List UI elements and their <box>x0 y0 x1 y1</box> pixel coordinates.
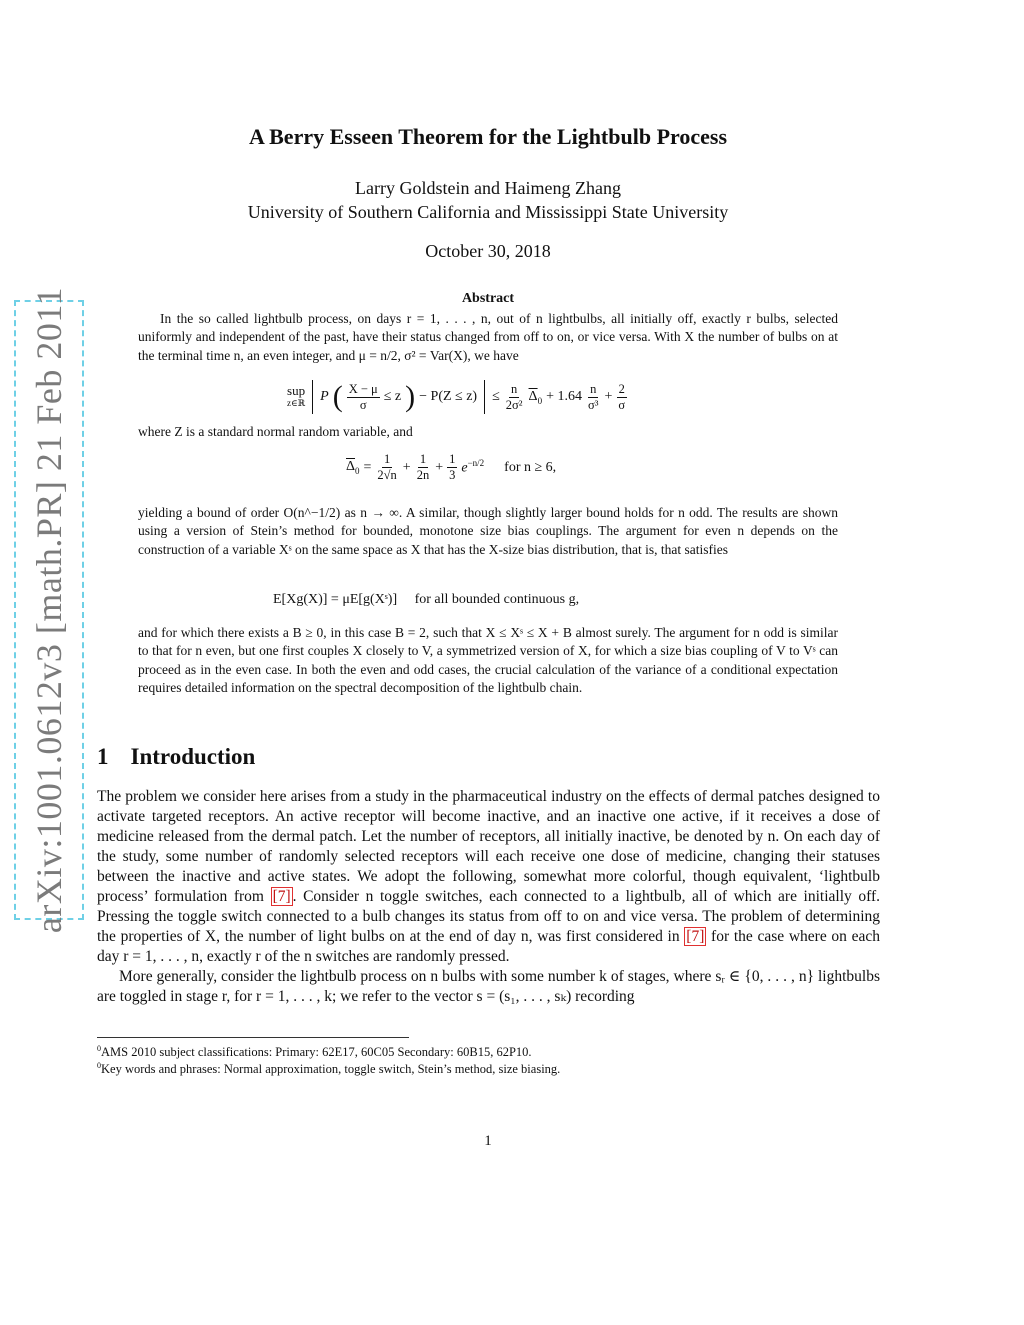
footnote-rule <box>97 1037 409 1038</box>
intro-paragraph-1: The problem we consider here arises from a study in the pharmaceutical industry on the effects of dermal patches designed to activate targeted receptors. An active receptor will become inactive, and an inactive one active, if it receives a dose of medicine released from the dermal patch. Let the number of receptors, all initially inactive, be denoted by n. On each day of the study, some number of randomly selected receptors will each receive one dose of medicine, changing their statuses between the inactive and active states. We adopt the following, somewhat more colorful, though equivalent, ‘lightbulb process’ formulation from [7] . Consider n toggle switches, each connected to a lightbulb, all of which are initially off. Pressing the toggle switch connected to a bulb changes its status from off to on and vice versa. The problem of determining the properties of X, the number of light bulbs on at the end of day n, was first considered in [7] for the case where on each day r = 1, . . . , n, exactly r of the n switches are randomly pressed. <box>97 788 881 965</box>
affiliation: University of Southern California and Mississippi State University <box>247 202 729 222</box>
section-number: 1 <box>97 744 109 769</box>
eq1-plus: + <box>604 389 613 404</box>
eq3-text: E[Xg(X)] = μE[g(Xˢ)] for all bounded continuous g, <box>273 592 580 607</box>
abstract-paragraph-2 <box>138 423 838 441</box>
eq1-p: P <box>320 389 329 404</box>
eq1-frac-n-2sigma2: $\frac{n}{\text{2σ²}}$ <box>505 381 523 412</box>
paren-right: ) <box>405 380 416 413</box>
sup-operator: sup z∈ℝ <box>287 383 306 408</box>
eq1-delta: $\overline{\Delta}_0$ <box>528 388 543 406</box>
abs-bar-left <box>312 380 313 414</box>
eq1-leq: ≤ <box>492 389 500 404</box>
eq2-frac-b: $\frac{1}{2n}$ <box>416 452 430 482</box>
abstract-paragraph-3 <box>138 504 838 559</box>
authors: Larry Goldstein and Haimeng Zhang <box>355 178 621 198</box>
intro-paragraph-2: More generally, consider the lightbulb process on n bulbs with some number k of stages, where sᵣ ∈ {0, . . . , n} lightbulbs are toggled in stage r, for r = 1, . . . , k; we refer to the vector s = (s₁, . . . , sₖ) recording <box>97 968 880 1005</box>
eq2-plus-1: + <box>402 459 411 475</box>
paren-left: ( <box>332 380 343 413</box>
equation-berry-esseen <box>287 380 627 414</box>
introduction-body <box>97 787 880 1007</box>
footnote-2: $^0$Key words and phrases: Normal approximation, toggle switch, Stein’s method, size biasing. <box>97 1061 561 1077</box>
arxiv-id: arXiv:1001.0612v3 [math.PR] 21 Feb 2011 <box>29 286 69 934</box>
eq1-frac-n-sigma3: $\frac{n}{\text{σ³}}$ <box>587 381 599 412</box>
abstract-paragraph-1 <box>138 310 838 365</box>
page-number: 1 <box>484 1133 492 1149</box>
eq2-condition: for n ≥ 6, <box>504 459 557 475</box>
citation-link-7a[interactable]: [7] <box>272 888 291 905</box>
eq2-plus-2: + <box>435 459 444 475</box>
eq1-plus-const: + 1.64 <box>546 389 582 404</box>
paper-title: A Berry Esseen Theorem for the Lightbulb Process <box>248 124 728 149</box>
eq2-frac-a: $\frac{1}{2√n}$ <box>377 452 397 482</box>
abstract-text-4: and for which there exists a B ≥ 0, in this case B = 2, such that X ≤ Xˢ ≤ X + B almost surely. The argument for n odd is similar to that for n even, but one first couples X closely to V, a symmetrized version of X, for which a size bias coupling of V to Vˢ can proceed as in the even case. In both the even and odd cases, the crucial calculation of the variance of a conditional expectation requires detailed information on the spectral decomposition of the lightbulb chain. <box>138 625 838 695</box>
eq1-frac-standardized: $\frac{X - \mu}{\sigma}$ <box>348 381 378 412</box>
citation-link-7b[interactable]: [7] <box>686 928 705 945</box>
section-title: Introduction <box>130 744 256 769</box>
eq1-minus-term: − P(Z ≤ z) <box>419 389 478 404</box>
abstract-text-1: In the so called lightbulb process, on days r = 1, . . . , n, out of n lightbulbs, all initially off, exactly r bulbs, selected uniformly and independent of the past, have their status changed from off to on, or vice versa. With X the number of bulbs on at the terminal time n, an even integer, and μ = n/2, σ² = Var(X), we have <box>138 311 838 363</box>
section-heading <box>97 744 255 770</box>
abstract-text-3: yielding a bound of order O(n^−1/2) as n → ∞. A similar, though slightly larger bound holds for n odd. The results are shown using a version of Stein’s method for bounded, monotone size bias couplings. The argument for even n depends on the construction of a variable Xˢ on the same space as X that has the X-size bias distribution, that is, that satisfies <box>138 505 838 557</box>
abs-bar-right <box>484 380 485 414</box>
abstract-heading: Abstract <box>461 291 515 306</box>
footnote-1: $^0$AMS 2010 subject classifications: Primary: 62E17, 60C05 Secondary: 60B15, 62P10. <box>97 1044 532 1060</box>
eq1-frac-2-sigma: $\frac{2}{\sigma}$ <box>618 381 626 412</box>
eq2-lhs: $\overline{\Delta}_0$ <box>346 459 360 476</box>
date: October 30, 2018 <box>425 241 551 261</box>
equation-delta0 <box>346 452 556 483</box>
arxiv-stamp <box>14 286 84 934</box>
equation-size-bias <box>273 592 579 608</box>
eq2-frac-c: $\frac{1}{3}$ <box>449 452 456 482</box>
abstract-text-2: where Z is a standard normal random variable, and <box>138 424 413 439</box>
eq2-equals: = <box>363 459 372 475</box>
eq1-leq-z: ≤ z <box>383 389 402 404</box>
abstract-paragraph-4 <box>138 624 838 697</box>
eq2-exp: $e^{-n/2}$ <box>461 458 485 476</box>
